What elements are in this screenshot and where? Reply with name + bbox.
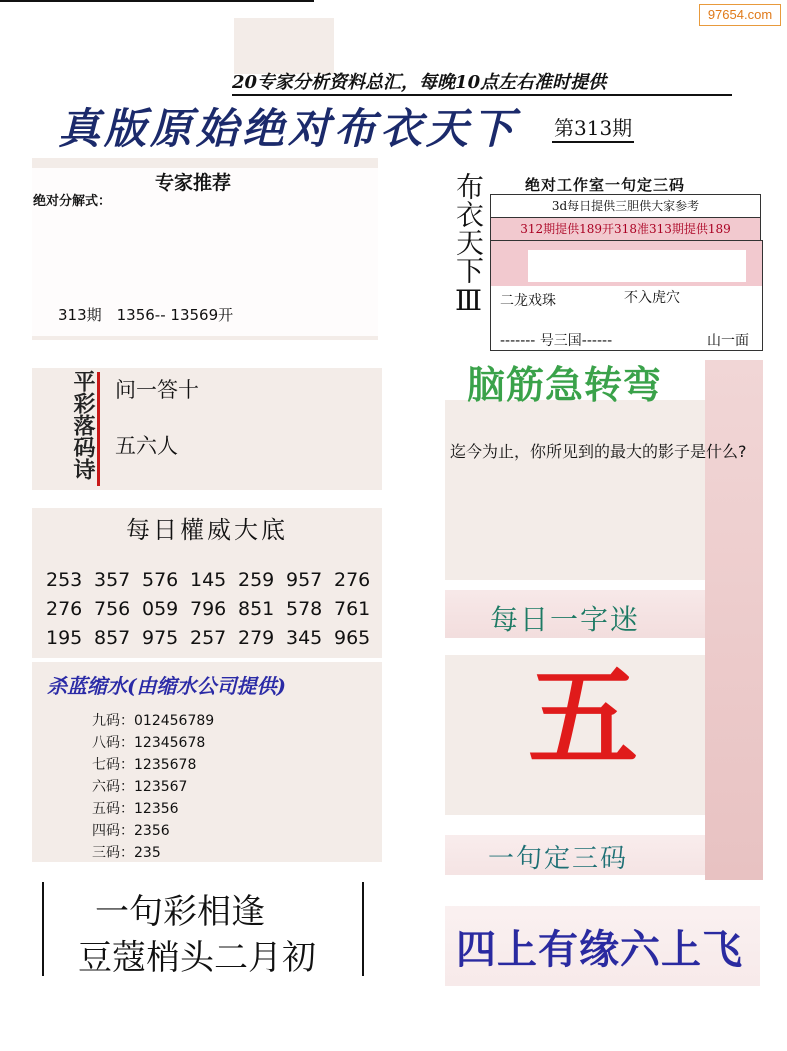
studio-phrase-left: 二龙戏珠 [500, 293, 556, 309]
number-cell: 145 [190, 569, 227, 591]
number-cell: 796 [190, 598, 227, 620]
studio-row: 3d每日提供三胆供大家参考 [490, 194, 761, 218]
poem-line-1: 问一答十 [115, 378, 199, 402]
site-badge[interactable]: 97654.com [699, 4, 781, 26]
number-cell: 756 [94, 598, 131, 620]
studio-phrase-right: 不入虎穴 [624, 290, 680, 306]
saying-line-2: 豆蔻梢头二月初 [78, 938, 316, 978]
riddle-character: 五 [528, 654, 638, 782]
number-cell: 059 [142, 598, 179, 620]
list-item: 六码：123567 [92, 779, 188, 795]
number-cell: 259 [238, 569, 275, 591]
formula-result: 313期 1356-- 13569开 [58, 306, 234, 324]
list-item: 八码：12345678 [92, 735, 206, 751]
number-grid [46, 566, 382, 653]
number-cell: 195 [46, 627, 83, 649]
number-cell: 965 [334, 627, 371, 649]
studio-bottom-left: ------- 号三国------ [500, 333, 613, 349]
riddle-question: 迄今为止，你所见到的最大的影子是什么? [450, 442, 747, 461]
background-art [445, 400, 705, 580]
list-item: 五码：12356 [92, 801, 179, 817]
number-cell: 357 [94, 569, 131, 591]
formula-label: 绝对分解式： [33, 194, 112, 209]
number-cell: 276 [46, 598, 83, 620]
riddle-title: 脑筋急转弯 [467, 363, 663, 407]
shrink-title: 杀蓝缩水(由缩水公司提供) [47, 674, 286, 698]
list-item: 七码：1235678 [92, 757, 197, 773]
number-cell: 975 [142, 627, 179, 649]
header-banner: 20专家分析资料总汇，每晚10点左右准时提供 [232, 68, 732, 96]
saying-line-1: 一句彩相逢 [95, 892, 265, 932]
number-row [46, 624, 382, 653]
side-pink-strip [705, 360, 763, 880]
number-cell: 957 [286, 569, 323, 591]
number-cell: 279 [238, 627, 275, 649]
expert-title: 专家推荐 [155, 172, 232, 194]
poem-side-title: 平彩落码诗 [70, 370, 95, 480]
shrink-list [92, 710, 214, 864]
list-item: 三码：235 [92, 845, 161, 861]
number-cell: 578 [286, 598, 323, 620]
char-riddle-title: 每日一字迷 [490, 603, 641, 636]
three-code-line: 四上有缘六上飞 [456, 927, 743, 973]
number-cell: 257 [190, 627, 227, 649]
number-cell: 345 [286, 627, 323, 649]
issue-number: 第313期 [552, 112, 634, 143]
studio-blank-inner [528, 250, 746, 282]
number-cell: 253 [46, 569, 83, 591]
studio-row: 312期提供189开318准313期提供189 [490, 218, 761, 241]
poem-line-2: 五六人 [115, 434, 178, 458]
studio-table [490, 194, 761, 241]
poem-divider [97, 372, 100, 486]
studio-bottom-right: 山一面 [707, 333, 749, 349]
number-cell: 857 [94, 627, 131, 649]
number-cell: 276 [334, 569, 371, 591]
three-code-title: 一句定三码 [488, 844, 629, 874]
studio-title: 绝对工作室一句定三码 [525, 176, 686, 194]
list-item: 四码：2356 [92, 823, 170, 839]
number-cell: 576 [142, 569, 179, 591]
saying-divider [0, 0, 314, 2]
list-item: 九码：012456789 [92, 713, 215, 729]
number-cell: 761 [334, 598, 371, 620]
page-title: 真版原始绝对布衣天下 [58, 104, 519, 153]
number-cell: 851 [238, 598, 275, 620]
daily-title: 每日權威大底 [126, 516, 288, 544]
number-row [46, 595, 382, 624]
number-row [46, 566, 382, 595]
background-art [234, 18, 334, 74]
studio-vertical-title: 布衣天下Ⅲ [452, 172, 485, 317]
